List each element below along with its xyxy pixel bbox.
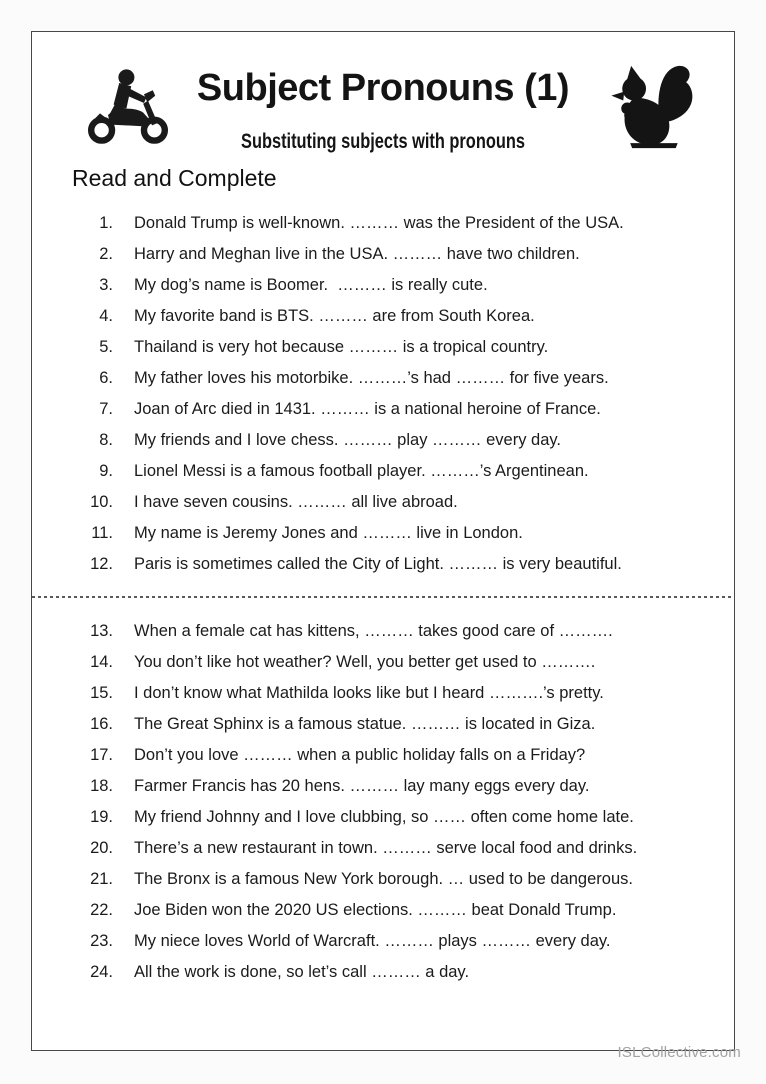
sentence-row xyxy=(32,745,734,765)
sentence-text: Donald Trump is well-known. ……… was the President of the USA. xyxy=(134,214,624,232)
sentence-text: My favorite band is BTS. ……… are from South Korea. xyxy=(134,307,535,325)
sentence-text: There’s a new restaurant in town. ……… serve local food and drinks. xyxy=(134,839,638,857)
sentence-number: 13. xyxy=(90,622,113,640)
sentence-row xyxy=(32,776,734,796)
sentence-row xyxy=(32,430,734,450)
sentence-row xyxy=(32,368,734,388)
sentence-number: 17. xyxy=(90,746,113,764)
sentence-number: 21. xyxy=(90,870,113,888)
page-subtitle: Substituting subjects with pronouns xyxy=(241,130,525,153)
sentence-text: My friends and I love chess. ……… play ……… every day. xyxy=(134,431,562,449)
section-divider xyxy=(32,596,734,598)
sentence-number: 7. xyxy=(99,400,113,418)
sentence-text: I have seven cousins. ……… all live abroad. xyxy=(134,493,458,511)
sentence-text: Joan of Arc died in 1431. ……… is a national heroine of France. xyxy=(134,400,601,418)
worksheet-page xyxy=(31,31,735,1051)
sentence-number: 1. xyxy=(99,214,113,232)
sentence-number: 9. xyxy=(99,462,113,480)
sentence-text: Farmer Francis has 20 hens. ……… lay many eggs every day. xyxy=(134,777,590,795)
sentence-row xyxy=(32,900,734,920)
sentence-row xyxy=(32,931,734,951)
sentence-text: Joe Biden won the 2020 US elections. ……… beat Donald Trump. xyxy=(134,901,617,919)
sentence-number: 16. xyxy=(90,715,113,733)
sentence-text: My name is Jeremy Jones and ……… live in London. xyxy=(134,524,523,542)
motorcycle-rider-icon xyxy=(84,62,172,152)
sentence-text: Harry and Meghan live in the USA. ……… have two children. xyxy=(134,245,580,263)
sentence-number: 19. xyxy=(90,808,113,826)
sentence-number: 22. xyxy=(90,901,113,919)
sentence-row xyxy=(32,962,734,982)
sentence-row xyxy=(32,523,734,543)
sentence-row xyxy=(32,621,734,641)
sentence-number: 8. xyxy=(99,431,113,449)
sentence-row xyxy=(32,683,734,703)
sentence-number: 23. xyxy=(90,932,113,950)
sentence-number: 11. xyxy=(91,524,113,542)
worksheet-header xyxy=(32,32,734,160)
sentence-row xyxy=(32,807,734,827)
sentence-row xyxy=(32,461,734,481)
sentence-text: My dog’s name is Boomer. ……… is really cute. xyxy=(134,276,488,294)
sentence-text: The Bronx is a famous New York borough. … used to be dangerous. xyxy=(134,870,633,888)
sentence-text: My niece loves World of Warcraft. ……… plays ……… every day. xyxy=(134,932,611,950)
sentence-number: 10. xyxy=(90,493,113,511)
sentence-row xyxy=(32,213,734,233)
sentence-row xyxy=(32,244,734,264)
sentence-number: 6. xyxy=(99,369,113,387)
sentence-number: 5. xyxy=(99,338,113,356)
sentence-text: My father loves his motorbike. ………’s had ……… for five years. xyxy=(134,369,609,387)
sentence-row xyxy=(32,652,734,672)
sentence-text: Don’t you love ……… when a public holiday falls on a Friday? xyxy=(134,746,586,764)
sentence-row xyxy=(32,399,734,419)
sentence-row xyxy=(32,838,734,858)
exercise-list-part2 xyxy=(32,621,734,982)
sentence-text: You don’t like hot weather? Well, you better get used to ………. xyxy=(134,653,596,671)
sentence-text: The Great Sphinx is a famous statue. ……… is located in Giza. xyxy=(134,715,596,733)
sentence-row xyxy=(32,337,734,357)
exercise-list-part1 xyxy=(32,213,734,574)
sentence-text: Lionel Messi is a famous football player. ………’s Argentinean. xyxy=(134,462,589,480)
section-heading: Read and Complete xyxy=(72,165,277,191)
watermark: ISLCollective.com xyxy=(617,1044,741,1061)
sentence-number: 12. xyxy=(90,555,113,573)
sentence-row xyxy=(32,306,734,326)
sentence-number: 20. xyxy=(90,839,113,857)
sentence-text: I don’t know what Mathilda looks like but I heard ……….’s pretty. xyxy=(134,684,604,702)
squirrel-icon xyxy=(598,57,698,156)
sentence-number: 18. xyxy=(90,777,113,795)
sentence-text: Paris is sometimes called the City of Light. ……… is very beautiful. xyxy=(134,555,622,573)
sentence-text: When a female cat has kittens, ……… takes good care of ………. xyxy=(134,622,613,640)
sentence-row xyxy=(32,554,734,574)
sentence-number: 2. xyxy=(99,245,113,263)
sentence-number: 4. xyxy=(99,307,113,325)
sentence-row xyxy=(32,492,734,512)
sentence-text: My friend Johnny and I love clubbing, so …… often come home late. xyxy=(134,808,634,826)
sentence-row xyxy=(32,714,734,734)
sentence-number: 24. xyxy=(90,963,113,981)
sentence-number: 3. xyxy=(99,276,113,294)
sentence-text: Thailand is very hot because ……… is a tropical country. xyxy=(134,338,549,356)
page-title: Subject Pronouns (1) xyxy=(196,67,570,109)
sentence-row xyxy=(32,275,734,295)
sentence-row xyxy=(32,869,734,889)
sentence-number: 14. xyxy=(90,653,113,671)
sentence-number: 15. xyxy=(90,684,113,702)
sentence-text: All the work is done, so let’s call ……… a day. xyxy=(134,963,470,981)
